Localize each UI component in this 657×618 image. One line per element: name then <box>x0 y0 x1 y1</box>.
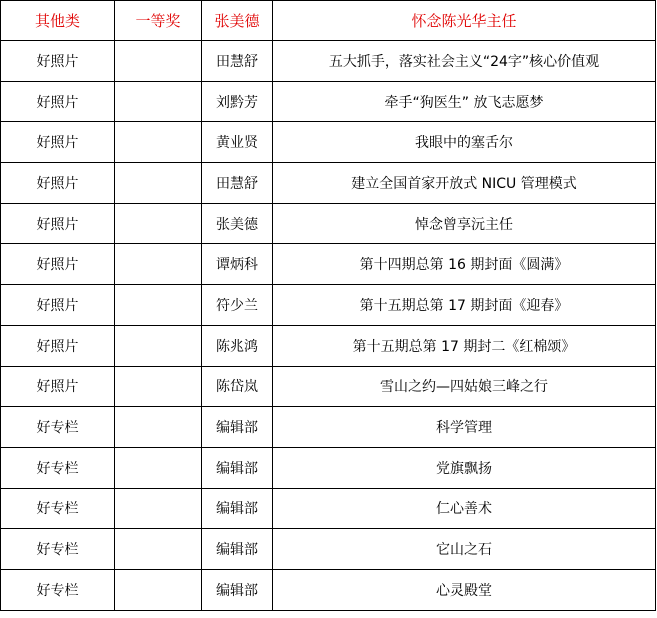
title-cell: 建立全国首家开放式 NICU 管理模式 <box>273 163 656 204</box>
table-row <box>1 203 656 244</box>
category-cell: 好专栏 <box>1 488 115 529</box>
prize-cell <box>115 81 202 122</box>
author-cell: 编辑部 <box>202 488 273 529</box>
category-cell: 好专栏 <box>1 569 115 610</box>
table-row <box>1 529 656 570</box>
table-row <box>1 325 656 366</box>
title-cell: 牵手“狗医生” 放飞志愿梦 <box>273 81 656 122</box>
category-cell: 好照片 <box>1 41 115 82</box>
prize-cell <box>115 447 202 488</box>
prize-cell <box>115 488 202 529</box>
table-row <box>1 122 656 163</box>
prize-cell <box>115 325 202 366</box>
author-cell: 谭炳科 <box>202 244 273 285</box>
table-row <box>1 407 656 448</box>
header-prize-cell: 一等奖 <box>115 1 202 41</box>
prize-cell <box>115 529 202 570</box>
title-cell: 第十四期总第 16 期封面《圆满》 <box>273 244 656 285</box>
author-cell: 刘黔芳 <box>202 81 273 122</box>
title-cell: 它山之石 <box>273 529 656 570</box>
category-cell: 好照片 <box>1 366 115 407</box>
header-row <box>1 1 656 41</box>
category-cell: 好照片 <box>1 122 115 163</box>
title-cell: 第十五期总第 17 期封面《迎春》 <box>273 285 656 326</box>
table-row <box>1 285 656 326</box>
author-cell: 黄业贤 <box>202 122 273 163</box>
title-cell: 心灵殿堂 <box>273 569 656 610</box>
prize-cell <box>115 41 202 82</box>
author-cell: 编辑部 <box>202 529 273 570</box>
prize-cell <box>115 163 202 204</box>
title-cell: 党旗飘扬 <box>273 447 656 488</box>
author-cell: 田慧舒 <box>202 41 273 82</box>
table-row <box>1 569 656 610</box>
title-cell: 第十五期总第 17 期封二《红棉颂》 <box>273 325 656 366</box>
table-row <box>1 366 656 407</box>
category-cell: 好照片 <box>1 81 115 122</box>
header-author-cell: 张美德 <box>202 1 273 41</box>
prize-cell <box>115 285 202 326</box>
author-cell: 符少兰 <box>202 285 273 326</box>
category-cell: 好专栏 <box>1 407 115 448</box>
prize-cell <box>115 203 202 244</box>
category-cell: 好照片 <box>1 285 115 326</box>
title-cell: 科学管理 <box>273 407 656 448</box>
category-cell: 好专栏 <box>1 529 115 570</box>
category-cell: 好照片 <box>1 325 115 366</box>
header-category-cell: 其他类 <box>1 1 115 41</box>
title-cell: 悼念曾享沅主任 <box>273 203 656 244</box>
category-cell: 好照片 <box>1 244 115 285</box>
table-row <box>1 488 656 529</box>
prize-cell <box>115 407 202 448</box>
table-row <box>1 41 656 82</box>
header-title-cell: 怀念陈光华主任 <box>273 1 656 41</box>
table-row <box>1 163 656 204</box>
author-cell: 编辑部 <box>202 407 273 448</box>
title-cell: 雪山之约—四姑娘三峰之行 <box>273 366 656 407</box>
author-cell: 编辑部 <box>202 569 273 610</box>
category-cell: 好专栏 <box>1 447 115 488</box>
author-cell: 编辑部 <box>202 447 273 488</box>
category-cell: 好照片 <box>1 203 115 244</box>
table-row <box>1 244 656 285</box>
author-cell: 陈岱岚 <box>202 366 273 407</box>
prize-cell <box>115 569 202 610</box>
title-cell: 我眼中的塞舌尔 <box>273 122 656 163</box>
author-cell: 陈兆鸿 <box>202 325 273 366</box>
prize-cell <box>115 366 202 407</box>
category-cell: 好照片 <box>1 163 115 204</box>
title-cell: 五大抓手，落实社会主义“24字”核心价值观 <box>273 41 656 82</box>
prize-cell <box>115 244 202 285</box>
table-row <box>1 81 656 122</box>
title-cell: 仁心善术 <box>273 488 656 529</box>
table-row <box>1 447 656 488</box>
author-cell: 田慧舒 <box>202 163 273 204</box>
prize-cell <box>115 122 202 163</box>
author-cell: 张美德 <box>202 203 273 244</box>
